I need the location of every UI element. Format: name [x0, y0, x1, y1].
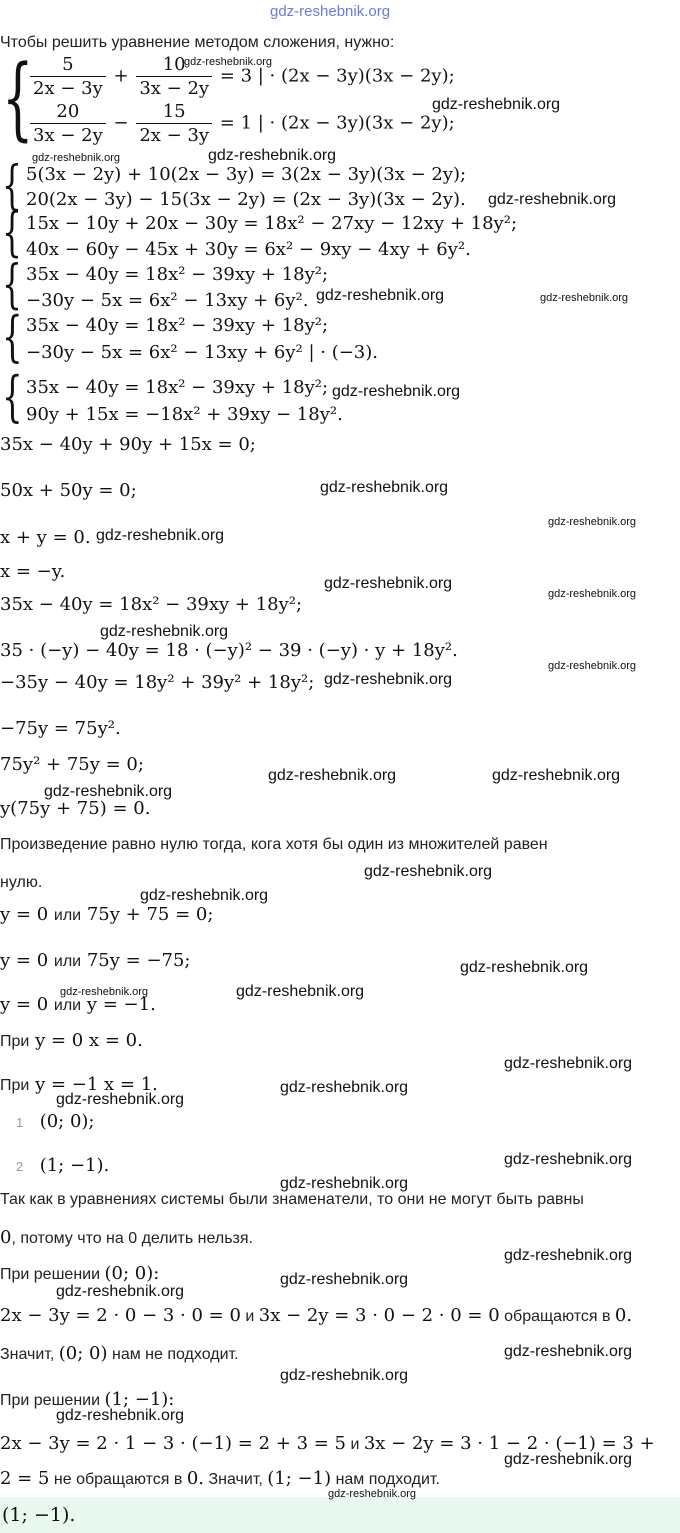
- check-line: 2 = 5 не обращаются в 0. Значит, (1; −1) нам подходит.: [0, 1468, 440, 1489]
- system-brace: {: [2, 203, 22, 263]
- math-line: −35y − 40y = 18y² + 39y² + 18y²;: [0, 672, 315, 693]
- header-watermark[interactable]: gdz-reshebnik.org: [270, 3, 391, 20]
- check-title: При решении (1; −1):: [0, 1389, 175, 1410]
- watermark: gdz-reshebnik.org: [44, 783, 173, 800]
- watermark: gdz-reshebnik.org: [268, 767, 397, 784]
- case-result: При y = 0 x = 0.: [0, 1030, 143, 1051]
- watermark: gdz-reshebnik.org: [280, 1175, 409, 1192]
- system1-eq2: $\frac{20}{3x - 2y}$ − $\frac{15}{2x - 3y}$ = 1 | · (2x − 3y)(3x − 2y);: [28, 101, 455, 146]
- check-line: 2x − 3y = 2 · 1 − 3 · (−1) = 2 + 3 = 5 и 3x − 2y = 3 · 1 − 2 · (−1) = 3 +: [0, 1433, 655, 1454]
- paragraph-text: нулю.: [0, 874, 43, 891]
- math-line: x + y = 0.: [0, 527, 91, 548]
- watermark: gdz-reshebnik.org: [100, 623, 229, 640]
- case-line: y = 0 или 75y + 75 = 0;: [0, 904, 214, 925]
- watermark: gdz-reshebnik.org: [364, 863, 493, 880]
- system-brace: {: [2, 156, 22, 216]
- watermark: gdz-reshebnik.org: [96, 527, 225, 544]
- watermark: gdz-reshebnik.org: [56, 1091, 185, 1108]
- watermark: gdz-reshebnik.org: [324, 671, 453, 688]
- watermark: gdz-reshebnik.org: [504, 1055, 633, 1072]
- intro-text: Чтобы решить уравнение методом сложения, нужно:: [0, 34, 395, 51]
- watermark: gdz-reshebnik.org: [504, 1451, 633, 1468]
- watermark: gdz-reshebnik.org: [32, 152, 121, 164]
- watermark: gdz-reshebnik.org: [140, 887, 269, 904]
- system2-eq1: 5(3x − 2y) + 10(2x − 3y) = 3(2x − 3y)(3x − 2y);: [26, 164, 467, 185]
- math-line: 50x + 50y = 0;: [0, 480, 137, 501]
- system3-eq1: 15x − 10y + 20x − 30y = 18x² − 27xy − 12xy + 18y²;: [26, 213, 518, 234]
- watermark: gdz-reshebnik.org: [432, 96, 561, 113]
- system-brace: {: [2, 365, 23, 428]
- math-line: x = −y.: [0, 561, 66, 582]
- watermark: gdz-reshebnik.org: [548, 660, 637, 672]
- system3-eq2: 40x − 60y − 45x + 30y = 6x² − 9xy − 4xy + 6y².: [26, 239, 471, 260]
- math-line: 35 · (−y) − 40y = 18 · (−y)² − 39 · (−y) · y + 18y².: [0, 640, 458, 661]
- math-line: 35x − 40y = 18x² − 39xy + 18y²;: [0, 594, 303, 615]
- watermark: gdz-reshebnik.org: [236, 983, 365, 1000]
- watermark: gdz-reshebnik.org: [460, 959, 589, 976]
- watermark: gdz-reshebnik.org: [316, 287, 445, 304]
- watermark: gdz-reshebnik.org: [184, 56, 273, 68]
- system6-eq2: 90y + 15x = −18x² + 39xy − 18y².: [26, 404, 343, 425]
- case-result: При y = −1 x = 1.: [0, 1074, 158, 1095]
- case-line: y = 0 или y = −1.: [0, 994, 156, 1015]
- watermark: gdz-reshebnik.org: [504, 1151, 633, 1168]
- watermark: gdz-reshebnik.org: [320, 479, 449, 496]
- watermark: gdz-reshebnik.org: [548, 588, 637, 600]
- watermark: gdz-reshebnik.org: [324, 575, 453, 592]
- watermark: gdz-reshebnik.org: [60, 986, 149, 998]
- system1-eq1: $\frac{5}{2x - 3y}$ + $\frac{10}{3x - 2y}$ = 3 | · (2x − 3y)(3x − 2y);: [28, 54, 455, 99]
- check-conclusion: Значит, (0; 0) нам не подходит.: [0, 1343, 239, 1364]
- math-line: y(75y + 75) = 0.: [0, 798, 151, 819]
- watermark: gdz-reshebnik.org: [332, 383, 461, 400]
- watermark: gdz-reshebnik.org: [280, 1079, 409, 1096]
- system5-eq2: −30y − 5x = 6x² − 13xy + 6y² | · (−3).: [26, 342, 378, 363]
- math-line: 35x − 40y + 90y + 15x = 0;: [0, 434, 256, 455]
- answer-box: [0, 1497, 680, 1533]
- paragraph-text: Произведение равно нулю тогда, кога хотя бы один из множителей равен: [0, 836, 548, 853]
- system6-eq1: 35x − 40y = 18x² − 39xy + 18y²;: [26, 377, 329, 398]
- system-brace: {: [2, 255, 22, 315]
- check-title: При решении (0; 0):: [0, 1263, 160, 1284]
- watermark: gdz-reshebnik.org: [504, 1343, 633, 1360]
- system5-eq1: 35x − 40y = 18x² − 39xy + 18y²;: [26, 315, 329, 336]
- system4-eq1: 35x − 40y = 18x² − 39xy + 18y²;: [26, 264, 329, 285]
- answer-text: (1; −1).: [2, 1504, 76, 1526]
- system2-eq2: 20(2x − 3y) − 15(3x − 2y) = (2x − 3y)(3x − 2y).: [26, 189, 466, 210]
- watermark: gdz-reshebnik.org: [548, 516, 637, 528]
- case-line: y = 0 или 75y = −75;: [0, 950, 191, 971]
- check-line: 2x − 3y = 2 · 0 − 3 · 0 = 0 и 3x − 2y = 3 · 0 − 2 · 0 = 0 обращаются в 0.: [0, 1305, 633, 1326]
- watermark: gdz-reshebnik.org: [208, 147, 337, 164]
- watermark: gdz-reshebnik.org: [280, 1271, 409, 1288]
- watermark: gdz-reshebnik.org: [540, 292, 629, 304]
- watermark: gdz-reshebnik.org: [280, 1367, 409, 1384]
- watermark: gdz-reshebnik.org: [56, 1283, 185, 1300]
- paragraph-text: 0, потому что на 0 делить нельзя.: [0, 1227, 253, 1248]
- watermark: gdz-reshebnik.org: [504, 1247, 633, 1264]
- math-line: −75y = 75y².: [0, 718, 121, 739]
- system-brace: {: [2, 305, 23, 368]
- system-brace: {: [2, 46, 34, 151]
- solution-item: 1 (0; 0);: [16, 1111, 95, 1132]
- watermark: gdz-reshebnik.org: [488, 191, 617, 208]
- paragraph-text: Так как в уравнениях системы были знаменатели, то они не могут быть равны: [0, 1191, 584, 1208]
- math-line: 75y² + 75y = 0;: [0, 754, 144, 775]
- system4-eq2: −30y − 5x = 6x² − 13xy + 6y².: [26, 290, 309, 311]
- watermark: gdz-reshebnik.org: [56, 1407, 185, 1424]
- watermark: gdz-reshebnik.org: [328, 1488, 417, 1500]
- watermark: gdz-reshebnik.org: [492, 767, 621, 784]
- solution-item: 2 (1; −1).: [16, 1155, 110, 1176]
